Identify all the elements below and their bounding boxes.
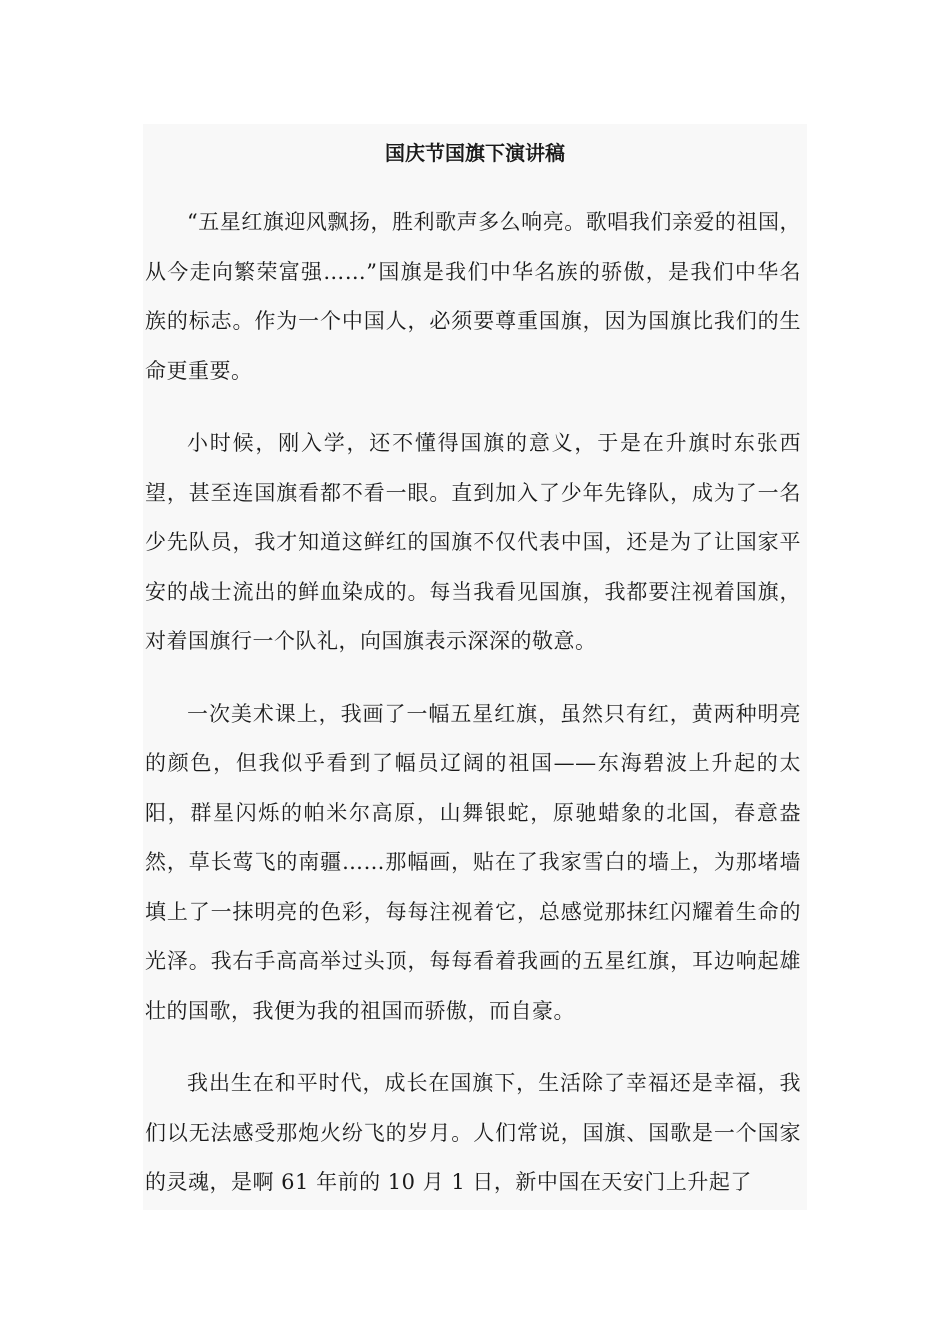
paragraph-2: 小时候，刚入学，还不懂得国旗的意义，于是在升旗时东张西望，甚至连国旗看都不看一眼。直到加入了少年先锋队，成为了一名少先队员，我才知道这鲜红的国旗不仅代表中国，还是为了让国家平安的战士流出的鲜血染成的。每当我看见国旗，我都要注视着国旗，对着国旗行一个队礼，向国旗表示深深的敬意。 <box>145 431 801 653</box>
paragraph-3: 一次美术课上，我画了一幅五星红旗，虽然只有红，黄两种明亮的颜色，但我似乎看到了幅员辽阔的祖国——东海碧波上升起的太阳，群星闪烁的帕米尔高原，山舞银蛇，原驰蜡象的北国，春意盎然，草长莺飞的南疆……那幅画，贴在了我家雪白的墙上，为那堵墙填上了一抹明亮的色彩，每每注视着它，总感觉那抹红闪耀着生命的光泽。我右手高高举过头顶，每每看着我画的五星红旗，耳边响起雄壮的国歌，我便为我的祖国而骄傲，而自豪。 <box>145 701 801 1023</box>
document-title: 国庆节国旗下演讲稿 <box>385 141 565 165</box>
paragraph-4: 我出生在和平时代，成长在国旗下，生活除了幸福还是幸福，我们以无法感受那炮火纷飞的岁月。人们常说，国旗、国歌是一个国家的灵魂，是啊 61 年前的 10 月 1 日，新中国在天安门上升起了 <box>145 1071 801 1194</box>
paragraph-1: “五星红旗迎风飘扬，胜利歌声多么响亮。歌唱我们亲爱的祖国，从今走向繁荣富强……”国旗是我们中华名族的骄傲，是我们中华名族的标志。作为一个中国人，必须要尊重国旗，因为国旗比我们的生命更重要。 <box>145 210 801 383</box>
document-body <box>143 124 807 1210</box>
